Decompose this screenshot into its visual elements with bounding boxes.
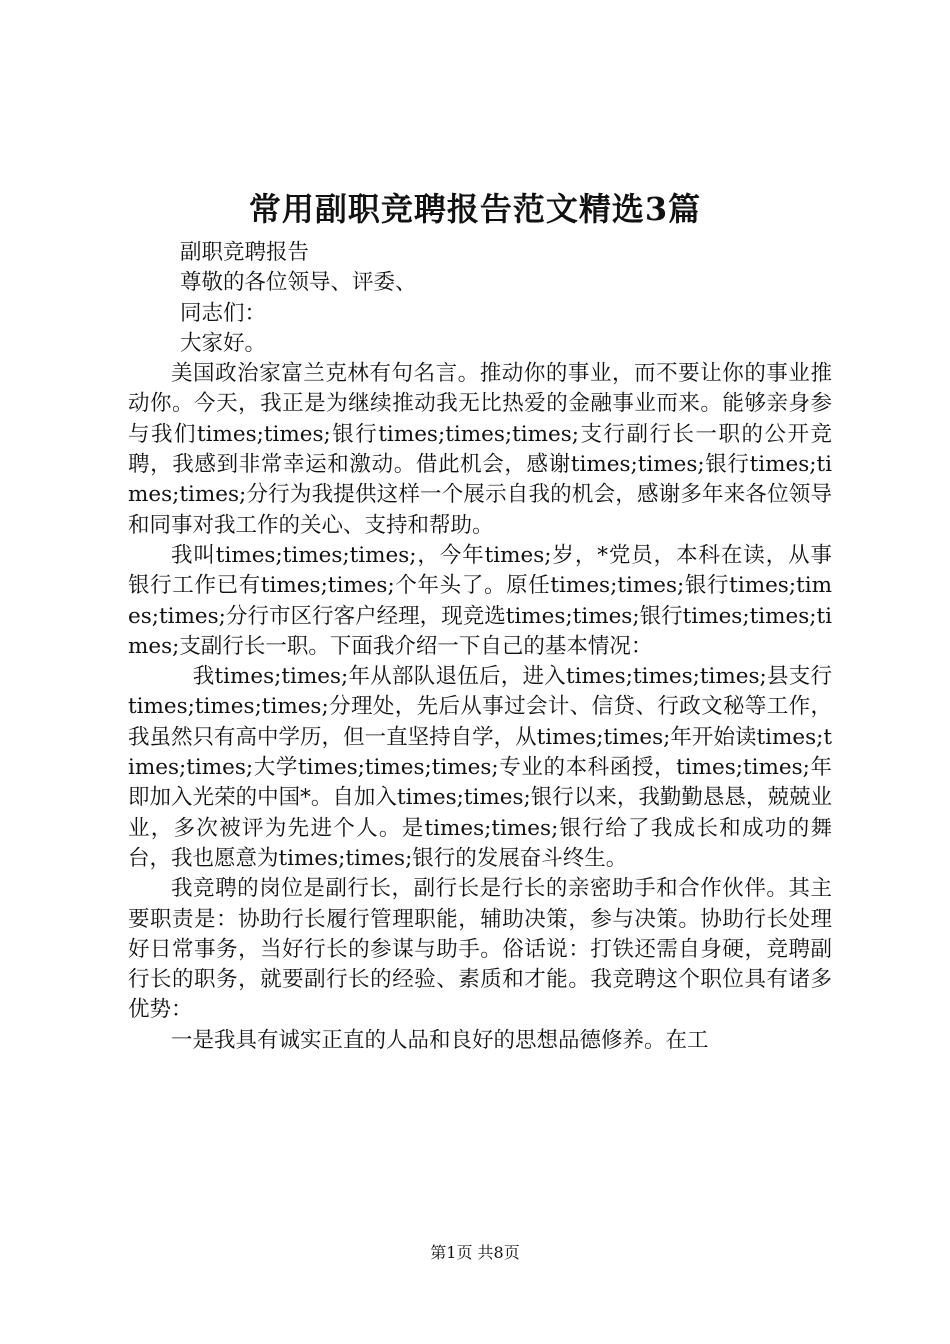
- paragraph-greeting: 大家好。: [180, 330, 267, 356]
- document-body: [128, 238, 832, 1056]
- paragraph-intro: 美国政治家富兰克林有句名言。推动你的事业，而不要让你的事业推动你。今天，我正是为继续推动我无比热爱的金融事业而来。能够亲身参与我们times;times;银行times;times;times;支行副行长一职的公开竞聘，我感到非常幸运和激动。借此机会，感谢times;times;银行times;times;times;分行为我提供这样一个展示自我的机会，感谢多年来各位领导和同事对我工作的关心、支持和帮助。: [128, 361, 832, 538]
- page-number-footer: 第1页 共8页: [430, 1243, 520, 1262]
- paragraph-position: 我竞聘的岗位是副行长，副行长是行长的亲密助手和合作伙伴。其主要职责是：协助行长履行管理职能，辅助决策，参与决策。协助行长处理好日常事务，当好行长的参谋与助手。俗话说：打铁还需自身硬，竞聘副行长的职务，就要副行长的经验、素质和才能。我竞聘这个职位具有诸多优势：: [128, 876, 832, 1023]
- paragraph-self-intro: 我叫times;times;times;，今年times;岁，*党员，本科在读，从事银行工作已有times;times;个年头了。原任times;times;银行times;times;times;分行市区行客户经理，现竞选times;times;银行times;times;times;支副行长一职。下面我介绍一下自己的基本情况：: [128, 542, 832, 659]
- paragraph-salutation: 尊敬的各位领导、评委、: [180, 270, 417, 296]
- paragraph-heading: 副职竞聘报告: [180, 240, 310, 265]
- paragraph-advantage-1: 一是我具有诚实正直的人品和良好的思想品德修养。在工: [171, 1027, 709, 1053]
- paragraph-salutation-2: 同志们：: [180, 300, 267, 326]
- document-title: 常用副职竞聘报告范文精选3篇: [248, 190, 702, 228]
- paragraph-experience: 我times;times;年从部队退伍后，进入times;times;times;县支行times;times;times;分理处，先后从事过会计、信贷、行政文秘等工作，我虽然只有高中学历，但一直坚持自学，从times;times;年开始读times;times;times;大学times;times;times;专业的本科函授，times;times;年即加入光荣的中国*。自加入times;times;银行以来，我勤勤恳恳，兢兢业业，多次被评为先进个人。是times;times;银行给了我成长和成功的舞台，我也愿意为times;times;银行的发展奋斗终生。: [128, 664, 832, 871]
